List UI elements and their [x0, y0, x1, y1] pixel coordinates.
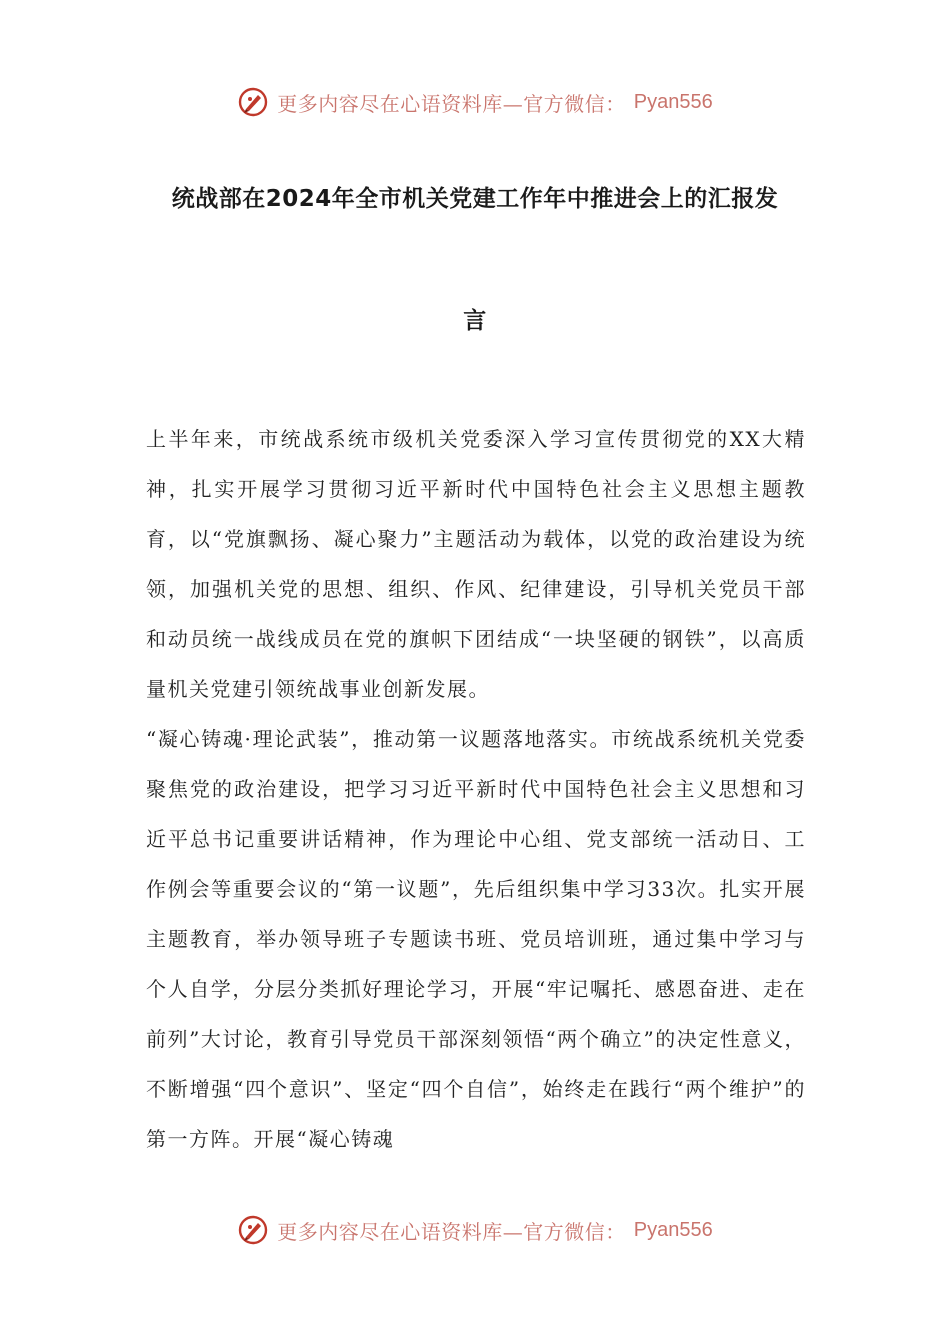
pen-logo-icon — [237, 1214, 269, 1246]
watermark-banner-bottom — [0, 1210, 950, 1250]
document-title-line-1: 统战部在2024年全市机关党建工作年中推进会上的汇报发 — [171, 186, 779, 212]
document-body — [146, 414, 806, 1164]
document-title-line-2: 言 — [463, 308, 487, 334]
body-paragraph-1: 上半年来，市统战系统市级机关党委深入学习宣传贯彻党的XX大精神，扎实开展学习贯彻习近平新时代中国特色社会主义思想主题教育，以“党旗飘扬、凝心聚力”主题活动为载体，以党的政治建设为统领，加强机关党的思想、组织、作风、纪律建设，引导机关党员干部和动员统一战线成员在党的旗帜下团结成“一块坚硬的钢铁”，以高质量机关党建引领统战事业创新发展。 — [146, 427, 806, 701]
watermark-text: 更多内容尽在心语资料库—官方微信： — [277, 1219, 626, 1244]
watermark-banner-top — [0, 82, 950, 122]
watermark-wechat-id: Pyan556 — [633, 1218, 713, 1241]
pen-logo-icon — [237, 86, 269, 118]
body-paragraph-2: “凝心铸魂·理论武装”，推动第一议题落地落实。市统战系统机关党委聚焦党的政治建设，把学习习近平新时代中国特色社会主义思想和习近平总书记重要讲话精神，作为理论中心组、党支部统一活动日、工作例会等重要会议的“第一议题”，先后组织集中学习33次。扎实开展主题教育，举办领导班子专题读书班、党员培训班，通过集中学习与个人自学，分层分类抓好理论学习，开展“牢记嘱托、感恩奋进、走在前列”大讨论，教育引导党员干部深刻领悟“两个确立”的决定性意义，不断增强“四个意识”、坚定“四个自信”，始终走在践行“两个维护”的第一方阵。开展“凝心铸魂 — [146, 727, 806, 1151]
watermark-wechat-id: Pyan556 — [633, 90, 713, 113]
watermark-text: 更多内容尽在心语资料库—官方微信： — [277, 91, 626, 116]
